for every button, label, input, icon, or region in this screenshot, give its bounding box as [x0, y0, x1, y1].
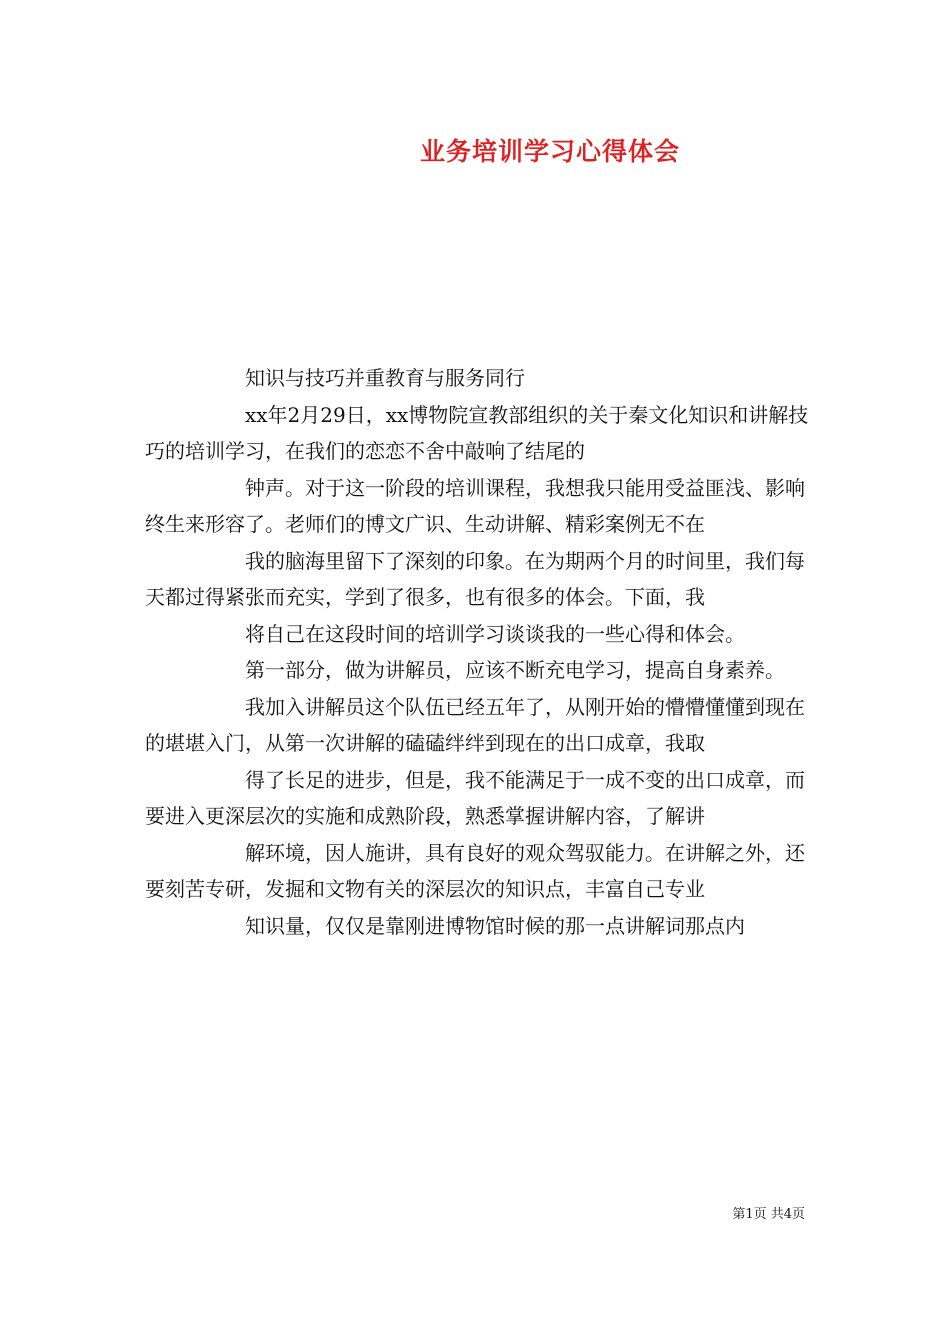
paragraph: 将自己在这段时间的培训学习谈谈我的一些心得和体会。	[245, 621, 745, 646]
paragraph: 得了长足的进步，但是，我不能满足于一成不变的出口成章，而要进入更深层次的实施和成熟阶段，熟悉掌握讲解内容，了解讲	[145, 767, 805, 828]
document-title: 业务培训学习心得体会	[419, 137, 680, 166]
paragraph: xx年2月29日，xx博物院宣教部组织的关于秦文化知识和讲解技巧的培训学习，在我们的恋恋不舍中敲响了结尾的	[145, 402, 809, 463]
paragraph: 我的脑海里留下了深刻的印象。在为期两个月的时间里，我们每天都过得紧张而充实，学到了很多，也有很多的体会。下面，我	[145, 548, 805, 609]
page-number-footer: 第1页 共4页	[732, 1207, 805, 1222]
document-body	[145, 360, 810, 944]
paragraph-subtitle: 知识与技巧并重教育与服务同行	[245, 366, 525, 390]
paragraph: 我加入讲解员这个队伍已经五年了，从刚开始的懵懵懂懂到现在的堪堪入门，从第一次讲解的磕磕绊绊到现在的出口成章，我取	[145, 694, 805, 755]
paragraph: 解环境，因人施讲，具有良好的观众驾驭能力。在讲解之外，还要刻苦专研，发掘和文物有关的深层次的知识点，丰富自己专业	[145, 840, 805, 901]
paragraph: 知识量，仅仅是靠刚进博物馆时候的那一点讲解词那点内	[245, 913, 745, 938]
paragraph-section-heading: 第一部分，做为讲解员，应该不断充电学习，提高自身素养。	[245, 658, 785, 682]
paragraph: 钟声。对于这一阶段的培训课程，我想我只能用受益匪浅、影响终生来形容了。老师们的博文广识、生动讲解、精彩案例无不在	[145, 475, 805, 536]
